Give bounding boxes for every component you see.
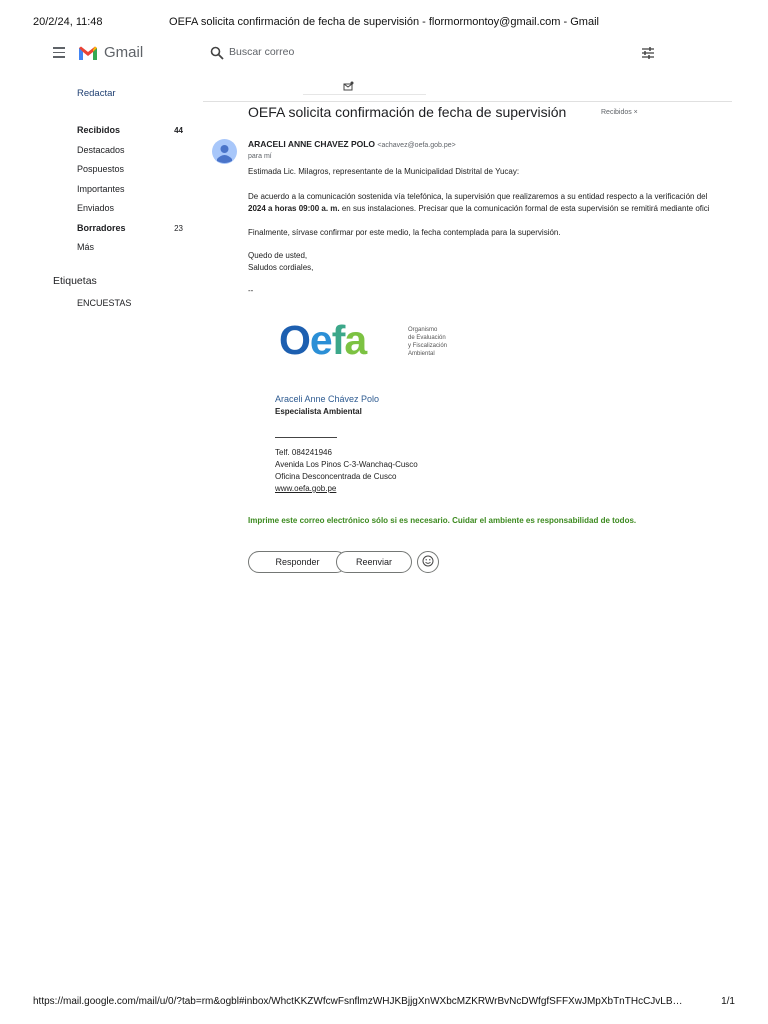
- search-options-icon[interactable]: [641, 46, 655, 60]
- email-paragraph-2: Finalmente, sírvase confirmar por este medio, la fecha contemplada para la supervisión.: [248, 228, 561, 237]
- sender-name[interactable]: ARACELI ANNE CHAVEZ POLO: [248, 139, 376, 149]
- eco-note: Imprime este correo electrónico sólo si es necesario. Cuidar el ambiente es responsabilidad de todos.: [248, 516, 637, 525]
- email-greeting: Estimada Lic. Milagros, representante de la Municipalidad Distrital de Yucay:: [248, 167, 520, 176]
- sidebar-item-sent[interactable]: Enviados: [77, 203, 115, 213]
- email-subject: OEFA solicita confirmación de fecha de supervisión: [248, 104, 567, 120]
- signature-name: Araceli Anne Chávez Polo: [275, 394, 380, 404]
- labels-heading: Etiquetas: [53, 275, 97, 287]
- gmail-logo-icon[interactable]: [78, 45, 98, 61]
- email-paragraph-1-rest: en sus instalaciones. Precisar que la comunicación formal de esta supervisión se remitirá mediante ofici: [339, 204, 710, 213]
- oefa-caption-line: de Evaluación: [408, 335, 446, 341]
- sidebar-label-encuestas[interactable]: ENCUESTAS: [77, 298, 132, 308]
- sidebar-item-drafts[interactable]: Borradores: [77, 223, 126, 233]
- sidebar-item-snoozed[interactable]: Pospuestos: [77, 164, 125, 174]
- oefa-caption-line: y Fiscalización: [408, 343, 448, 349]
- recipient-line[interactable]: para mí: [248, 153, 272, 160]
- signature-role: Especialista Ambiental: [275, 407, 362, 416]
- signature-office: Oficina Desconcentrada de Cusco: [275, 472, 397, 481]
- signature-rule: [275, 437, 337, 438]
- smiley-icon: [422, 555, 434, 567]
- sender-email: <achavez@oefa.gob.pe>: [377, 142, 456, 149]
- forward-button[interactable]: Reenviar: [336, 551, 412, 573]
- mark-unread-icon[interactable]: [343, 81, 354, 92]
- email-paragraph-1-line-2: [248, 204, 732, 213]
- sender-avatar[interactable]: [212, 139, 237, 164]
- sidebar-item-inbox[interactable]: Recibidos: [77, 125, 121, 135]
- signature-separator: --: [248, 286, 254, 295]
- sidebar-count-inbox: 44: [174, 126, 183, 135]
- email-paragraph-1-line-1: De acuerdo a la comunicación sostenida vía telefónica, la supervisión que realizaremos a su entidad respecto a la verificación del: [248, 192, 708, 201]
- oefa-logo-text: Oefa: [279, 317, 367, 363]
- inbox-label-chip[interactable]: Recibidos ×: [601, 109, 638, 116]
- sidebar-item-important[interactable]: Importantes: [77, 184, 125, 194]
- emoji-reaction-button[interactable]: [417, 551, 439, 573]
- email-closing-2: Saludos cordiales,: [248, 263, 314, 272]
- print-page-number: 1/1: [721, 996, 735, 1007]
- print-date: 20/2/24, 11:48: [33, 16, 103, 28]
- sidebar-item-more[interactable]: Más: [77, 242, 95, 252]
- email-toolbar: [303, 80, 426, 95]
- sidebar-item-starred[interactable]: Destacados: [77, 145, 125, 155]
- main-menu-icon[interactable]: [53, 47, 65, 57]
- print-url: https://mail.google.com/mail/u/0/?tab=rm&ogbl#inbox/WhctKKZWfcwFsnflmzWHJKBjjgXnWXbcMZKRWrBvNcDWfgfSFFXwJMpXbTnTHcCJvLB…: [33, 996, 683, 1007]
- email-closing-1: Quedo de usted,: [248, 251, 308, 260]
- oefa-caption-line: Ambiental: [408, 351, 435, 357]
- toolbar-divider: [203, 101, 732, 102]
- sender-line: [248, 139, 456, 149]
- gmail-wordmark: Gmail: [104, 44, 144, 61]
- compose-button[interactable]: Redactar: [77, 88, 116, 99]
- search-input[interactable]: Buscar correo: [229, 46, 295, 58]
- email-date-time: 2024 a horas 09:00 a. m.: [248, 204, 340, 213]
- print-title: OEFA solicita confirmación de fecha de supervisión - flormormontoy@gmail.com - Gmail: [169, 16, 599, 28]
- search-icon[interactable]: [210, 46, 224, 60]
- signature-address: Avenida Los Pinos C-3-Wanchaq-Cusco: [275, 460, 418, 469]
- oefa-caption-line: Organismo: [408, 327, 438, 333]
- sidebar-count-drafts: 23: [174, 224, 183, 233]
- reply-button[interactable]: Responder: [248, 551, 347, 573]
- oefa-logo-caption: [408, 326, 468, 358]
- signature-phone: Telf. 084241946: [275, 448, 332, 457]
- signature-website-link[interactable]: www.oefa.gob.pe: [275, 484, 337, 493]
